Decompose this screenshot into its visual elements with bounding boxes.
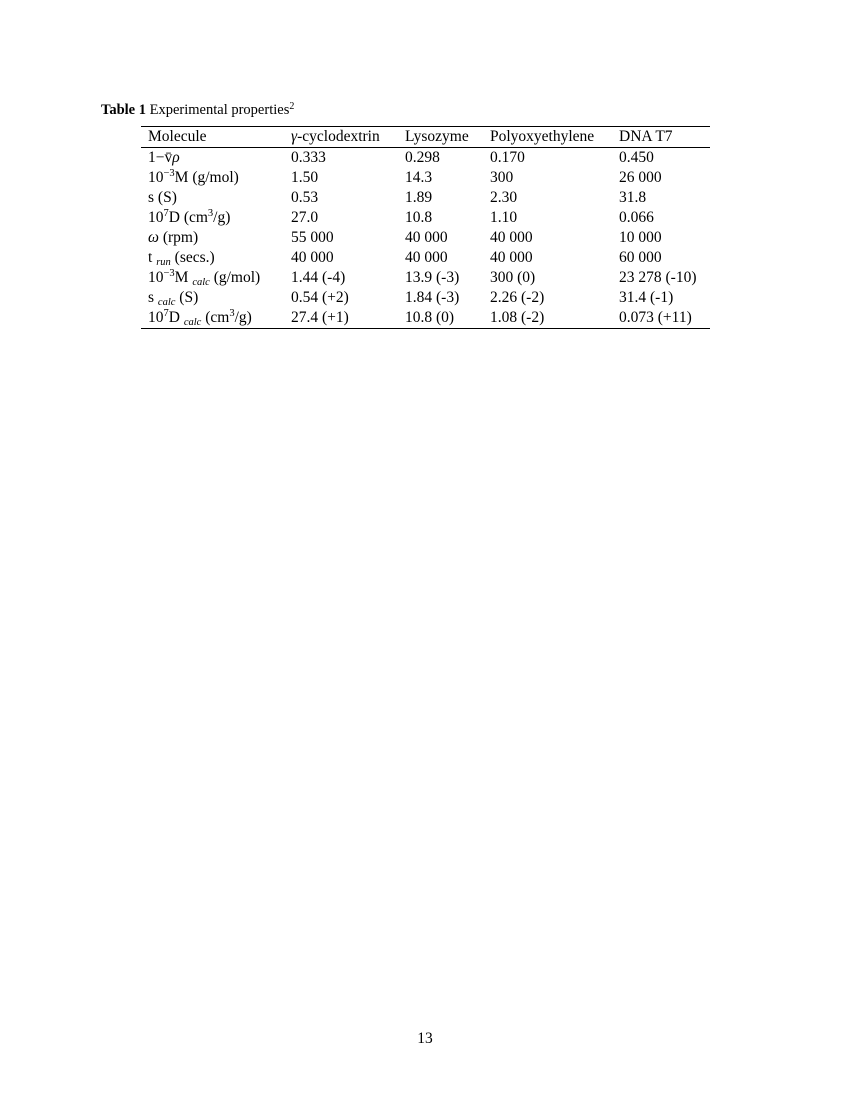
row-label-sedimentation: s (S) <box>148 189 177 206</box>
table-row <box>141 148 710 169</box>
table-row <box>141 208 710 228</box>
table-cell: 10.8 (0) <box>405 309 455 326</box>
table-caption-text: Experimental properties <box>149 102 290 118</box>
row-label-run-time: t run (secs.) <box>148 249 215 268</box>
table-cell: 0.333 <box>291 149 326 166</box>
table-cell: 40 000 <box>490 249 533 266</box>
header-gamma-symbol: γ <box>291 128 298 145</box>
table-cell: 0.450 <box>619 149 654 166</box>
table-cell: 1.84 (-3) <box>405 289 460 306</box>
table-row <box>141 168 710 188</box>
table-row <box>141 288 710 308</box>
table-cell: 0.073 (+11) <box>619 309 692 326</box>
table-cell: 31.4 (-1) <box>619 289 674 306</box>
row-label-rotor-speed: ω (rpm) <box>148 229 199 246</box>
table-cell: 0.066 <box>619 209 654 226</box>
table-cell: 1.44 (-4) <box>291 269 346 286</box>
table-cell: 1.10 <box>490 209 518 226</box>
properties-table-container <box>141 126 710 329</box>
table-cell: 27.0 <box>291 209 319 226</box>
header-lysozyme: Lysozyme <box>405 128 469 145</box>
table-row <box>141 308 710 329</box>
table-cell: 0.54 (+2) <box>291 289 349 306</box>
table-cell: 14.3 <box>405 169 433 186</box>
row-label-partial-specific-volume: 1−v̄ρ <box>148 149 180 166</box>
table-cell: 0.53 <box>291 189 319 206</box>
table-cell: 40 000 <box>291 249 334 266</box>
header-dna-t7: DNA T7 <box>619 128 673 145</box>
table-cell: 40 000 <box>405 249 448 266</box>
table-cell: 300 <box>490 169 514 186</box>
table-cell: 1.89 <box>405 189 433 206</box>
table-cell: 2.26 (-2) <box>490 289 545 306</box>
table-cell: 40 000 <box>490 229 533 246</box>
row-label-diffusion: $10^7D$ $(cm^3/g)$ <box>148 208 231 226</box>
page-number: 13 <box>417 1030 433 1047</box>
table-cell: 40 000 <box>405 229 448 246</box>
table-header-row <box>141 127 710 148</box>
table-cell: 300 (0) <box>490 269 536 286</box>
table-cell: 23 278 (-10) <box>619 269 697 286</box>
table-cell: 1.08 (-2) <box>490 309 545 326</box>
row-label-molar-mass-calc: $10^{-3}M$ calc (g/mol) <box>148 268 261 288</box>
properties-table <box>141 126 710 329</box>
header-cyclodextrin-text: -cyclodextrin <box>297 128 380 145</box>
table-cell: 10 000 <box>619 229 662 246</box>
table-cell: 1.50 <box>291 169 319 186</box>
row-label-diffusion-calc: $10^7D$ calc $(cm^3/g)$ <box>148 308 252 328</box>
table-caption <box>101 101 294 119</box>
table-row <box>141 188 710 208</box>
table-caption-label: Table 1 <box>101 102 146 118</box>
row-label-sedimentation-calc: s calc (S) <box>148 289 199 308</box>
table-cell: 26 000 <box>619 169 662 186</box>
table-cell: 10.8 <box>405 209 433 226</box>
header-polyoxyethylene: Polyoxyethylene <box>490 128 595 145</box>
table-cell: 31.8 <box>619 189 647 206</box>
table-cell: 55 000 <box>291 229 334 246</box>
table-cell: 2.30 <box>490 189 518 206</box>
table-row <box>141 228 710 248</box>
table-cell: 27.4 (+1) <box>291 309 349 326</box>
table-cell: 60 000 <box>619 249 662 266</box>
table-row <box>141 248 710 268</box>
table-caption-footnote-mark: 2 <box>289 101 295 112</box>
header-cyclodextrin <box>291 127 405 148</box>
table-cell: 13.9 (-3) <box>405 269 460 286</box>
table-cell: 0.170 <box>490 149 525 166</box>
table-cell: 0.298 <box>405 149 440 166</box>
header-molecule: Molecule <box>148 128 207 145</box>
table-row <box>141 268 710 288</box>
row-label-molar-mass: $10^{-3}M$ (g/mol) <box>148 168 239 186</box>
